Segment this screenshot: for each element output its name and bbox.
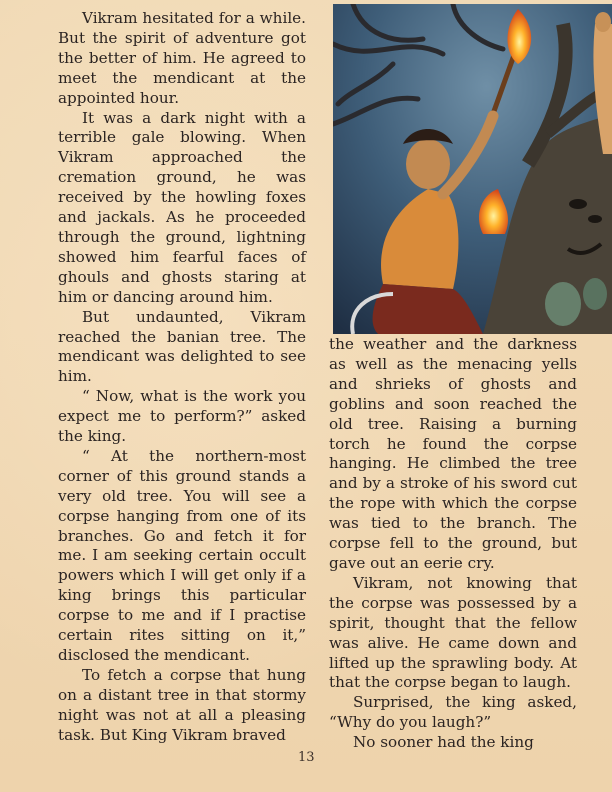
- paragraph: Surprised, the king asked, “Why do you laugh?”: [329, 693, 577, 732]
- page-number: 13: [298, 750, 315, 765]
- paragraph: To fetch a corpse that hung on a distant tree in that stormy night was not at all a pleasing task. But King Vikram braved: [58, 665, 306, 744]
- paragraph: “ Now, what is the work you expect me to perform?” asked the king.: [58, 387, 306, 446]
- paragraph: the weather and the darkness as well as the menacing yells and shrieks of ghosts and goblins and soon reached the old tree. Raising a burning torch he found the corpse hanging. He climbed the tree and by a stroke of his sword cut the rope with which the corpse was tied to the branch. The corpse fell to the ground, but gave out an eerie cry.: [329, 335, 577, 572]
- paragraph: Vikram hesitated for a while. But the spirit of adventure got the better of him. He agreed to meet the mendicant at the appointed hour.: [58, 9, 306, 107]
- right-text-column: [329, 335, 577, 753]
- paragraph: No sooner had the king: [353, 733, 534, 752]
- paragraph: Vikram, not knowing that the corpse was possessed by a spirit, thought that the fellow was alive. He came down and lifted up the sprawling body. At that the corpse began to laugh.: [329, 573, 577, 692]
- paragraph: It was a dark night with a terrible gale blowing. When Vikram approached the cremation ground, he was received by the howling foxes and jackals. As he proceeded through the ground, lightning showed him fearful faces of ghouls and ghosts staring at him or dancing around him.: [58, 108, 306, 306]
- paragraph: But undaunted, Vikram reached the banian tree. The mendicant was delighted to see him.: [58, 307, 306, 386]
- left-text-column: [58, 9, 306, 746]
- paragraph: “ At the northern-most corner of this ground stands a very old tree. You will see a corpse hanging from one of its branches. Go and fetch it for me. I am seeking certain occult powers which I will get only if a king brings this particular corpse to me and if I practise certain rites sitting on it,” disclosed the mendicant.: [58, 446, 306, 664]
- story-illustration: [333, 4, 612, 334]
